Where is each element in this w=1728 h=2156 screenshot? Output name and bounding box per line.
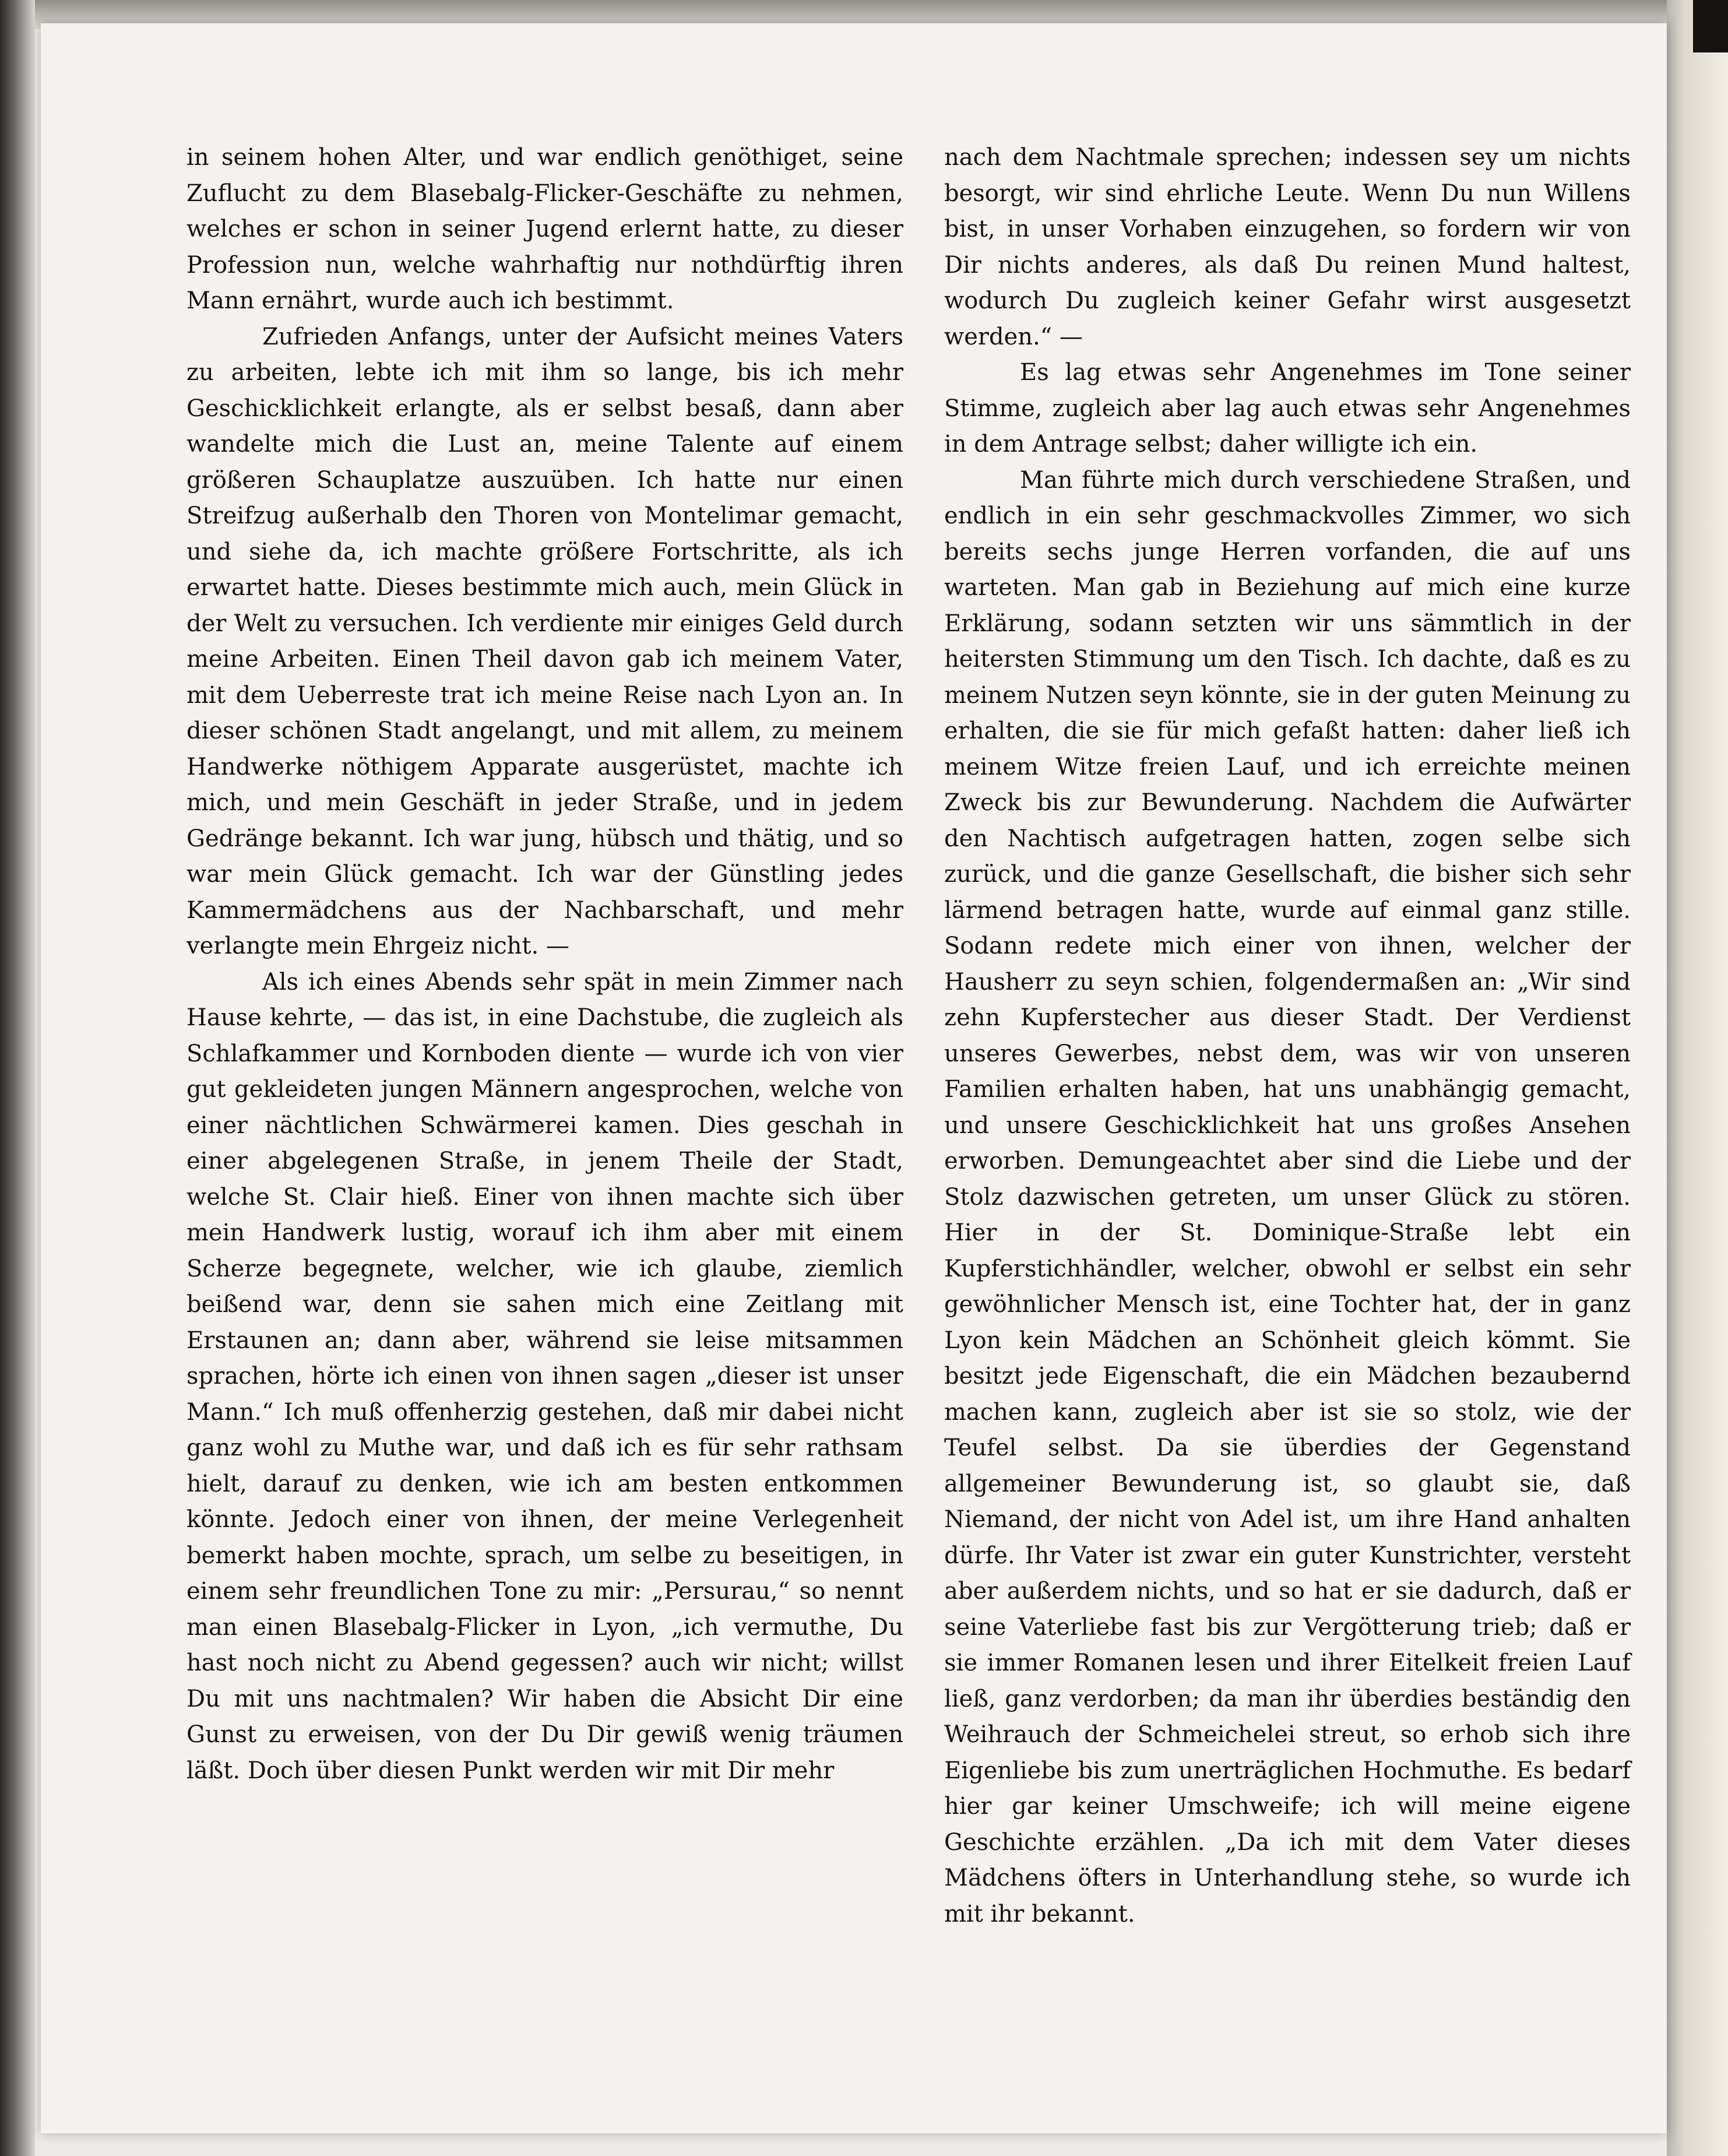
scan-corner-dark (1693, 0, 1728, 52)
paragraph: Zufrieden Anfangs, unter der Aufsicht meines Vaters zu arbeiten, lebte ich mit ihm so lange, bis ich mehr Geschicklichkeit erlangte, als er selbst besaß, dann aber wandelte mich die Lust an, meine Talente auf einem größeren Schauplatze auszuüben. Ich hatte nur einen Streifzug außerhalb den Thoren von Montelimar gemacht, und siehe da, ich machte größere Fortschritte, als ich erwartet hatte. Dieses bestimmte mich auch, mein Glück in der Welt zu versuchen. Ich verdiente mir einiges Geld durch meine Arbeiten. Einen Theil davon gab ich meinem Vater, mit dem Ueberreste trat ich meine Reise nach Lyon an. In dieser schönen Stadt angelangt, und mit allem, zu meinem Handwerke nöthigem Apparate ausgerüstet, machte ich mich, und mein Geschäft in jeder Straße, und in jedem Gedränge bekannt. Ich war jung, hübsch und thätig, und so war mein Glück gemacht. Ich war der Günstling jedes Kammermädchens aus der Nachbarschaft, und mehr verlangte mein Ehrgeiz nicht. — (186, 323, 903, 959)
page-stack-edge (1667, 0, 1728, 2156)
text-column-left (186, 140, 903, 1789)
paragraph: Als ich eines Abends sehr spät in mein Zimmer nach Hause kehrte, — das ist, in eine Dachstube, die zugleich als Schlafkammer und Kornboden diente — wurde ich von vier gut gekleideten jungen Männern angesprochen, welche von einer nächtlichen Schwärmerei kamen. Dies geschah in einer abgelegenen Straße, in jenem Theile der Stadt, welche St. Clair hieß. Einer von ihnen machte sich über mein Handwerk lustig, worauf ich ihm aber mit einem Scherze begegnete, welcher, wie ich glaube, ziemlich beißend war, denn sie sahen mich eine Zeitlang mit Erstaunen an; dann aber, während sie leise mitsammen sprachen, hörte ich einen von ihnen sagen „dieser ist unser Mann.“ Ich muß offenherzig gestehen, daß mir dabei nicht ganz wohl zu Muthe war, und daß ich es für sehr rathsam hielt, darauf zu denken, wie ich am besten entkommen könnte. Jedoch einer von ihnen, der meine Verlegenheit bemerkt haben mochte, sprach, um selbe zu beseitigen, in einem sehr freundlichen Tone zu mir: „Persurau,“ so nennt man einen Blasebalg-Flicker in Lyon, „ich vermuthe, Du hast noch nicht zu Abend gegessen? auch wir nicht; willst Du mit uns nachtmalen? Wir haben die Absicht Dir eine Gunst zu erweisen, von der Du Dir gewiß wenig träumen läßt. Doch über diesen Punkt werden wir mit Dir mehr (186, 968, 903, 1784)
paragraph: Es lag etwas sehr Angenehmes im Tone seiner Stimme, zugleich aber lag auch etwas sehr Angenehmes in dem Antrage selbst; daher willigte ich ein. (944, 359, 1631, 458)
paragraph: Man führte mich durch verschiedene Straßen, und endlich in ein sehr geschmackvolles Zimmer, wo sich bereits sechs junge Herren vorfanden, die auf uns warteten. Man gab in Beziehung auf mich eine kurze Erklärung, sodann setzten wir uns sämmtlich in der heitersten Stimmung um den Tisch. Ich dachte, daß es zu meinem Nutzen seyn könnte, sie in der guten Meinung zu erhalten, die sie für mich gefaßt hatten: daher ließ ich meinem Witze freien Lauf, und ich erreichte meinen Zweck bis zur Bewunderung. Nachdem die Aufwärter den Nachtisch aufgetragen hatten, zogen selbe sich zurück, und die ganze Gesellschaft, die bisher sich sehr lärmend betragen hatte, wurde auf einmal ganz stille. Sodann redete mich einer von ihnen, welcher der Hausherr zu seyn schien, folgendermaßen an: „Wir sind zehn Kupferstecher aus dieser Stadt. Der Verdienst unseres Gewerbes, nebst dem, was wir von unseren Familien erhalten haben, hat uns unabhängig gemacht, und unsere Geschicklichkeit hat uns großes Ansehen erworben. Demungeachtet aber sind die Liebe und der Stolz dazwischen getreten, um unser Glück zu stören. Hier in der St. Dominique-Straße lebt ein Kupferstichhändler, welcher, obwohl er selbst ein sehr gewöhnlicher Mensch ist, eine Tochter hat, der in ganz Lyon kein Mädchen an Schönheit gleich kömmt. Sie besitzt jede Eigenschaft, die ein Mädchen bezaubernd machen kann, zugleich aber ist sie so stolz, wie der Teufel selbst. Da sie überdies der Gegenstand allgemeiner Bewunderung ist, so glaubt sie, daß Niemand, der nicht von Adel ist, um ihre Hand anhalten dürfe. Ihr Vater ist zwar ein guter Kunstrichter, versteht aber außerdem nichts, und so hat er sie dadurch, daß er seine Vaterliebe fast bis zur Vergötterung trieb; daß er sie immer Romanen lesen und ihrer Eitelkeit freien Lauf ließ, ganz verdorben; da man ihr überdies beständig den Weihrauch der Schmeichelei streut, so erhob sich ihre Eigenliebe bis zum unerträglichen Hochmuthe. Es bedarf hier gar keiner Umschweife; ich will meine eigene Geschichte erzählen. „Da ich mit dem Vater dieses Mädchens öfters in Unterhandlung stehe, so wurde ich mit ihr bekannt. (944, 466, 1631, 1928)
book-spine-shadow (0, 0, 35, 2156)
paragraph: in seinem hohen Alter, und war endlich genöthiget, seine Zuflucht zu dem Blasebalg-Flicker-Geschäfte zu nehmen, welches er schon in seiner Jugend erlernt hatte, zu dieser Profession nun, welche wahrhaftig nur nothdürftig ihren Mann ernährt, wurde auch ich bestimmt. (186, 144, 903, 314)
text-column-right (944, 140, 1631, 1932)
paragraph: nach dem Nachtmale sprechen; indessen sey um nichts besorgt, wir sind ehrliche Leute. Wenn Du nun Willens bist, in unser Vorhaben einzugehen, so fordern wir von Dir nichts anderes, als daß Du reinen Mund haltest, wodurch Du zugleich keiner Gefahr wirst ausgesetzt werden.“ — (944, 144, 1631, 350)
